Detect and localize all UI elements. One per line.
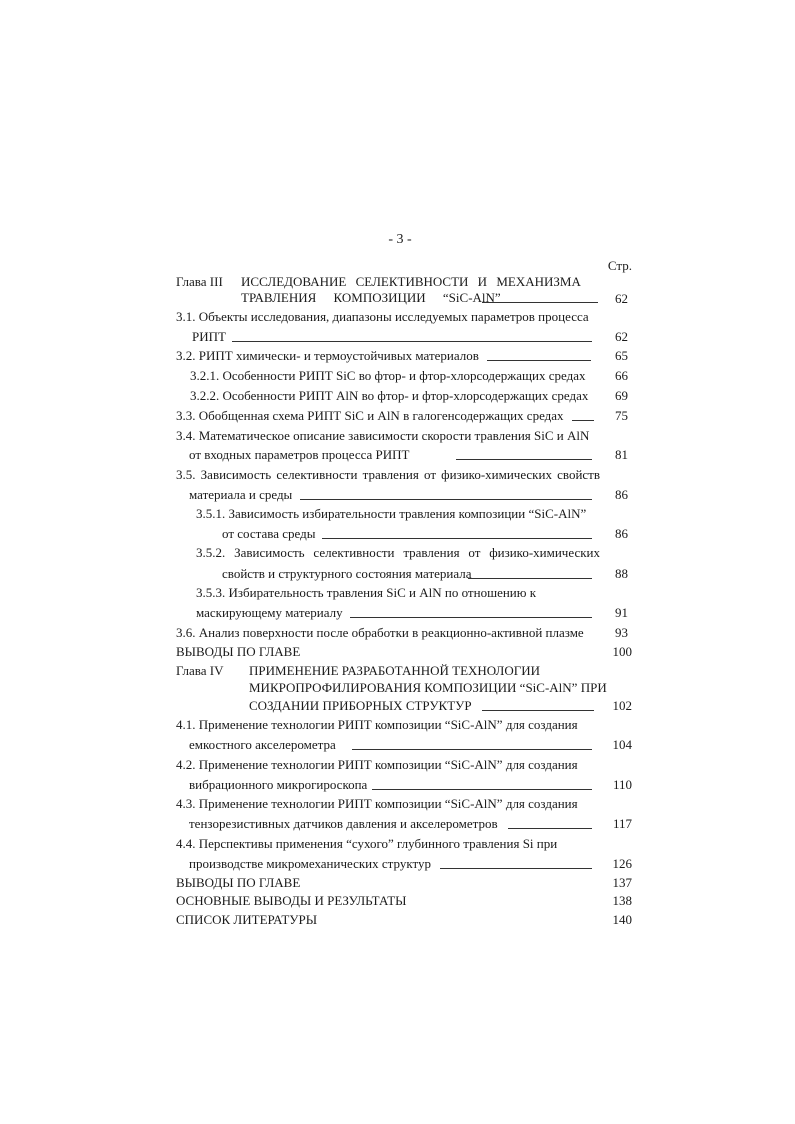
toc-entry-4-2-line2: вибрационного микрогироскопа bbox=[189, 777, 368, 792]
leader-line bbox=[300, 499, 592, 500]
toc-entry-conclusions-ch3-page: 100 bbox=[612, 644, 632, 659]
toc-entry-3-2-2-page: 69 bbox=[615, 388, 628, 403]
toc-entry-conclusions-ch3: ВЫВОДЫ ПО ГЛАВЕ bbox=[176, 644, 301, 659]
leader-line bbox=[456, 459, 592, 460]
leader-line bbox=[508, 828, 592, 829]
toc-entry-4-2-line1: 4.2. Применение технологии РИПТ композиции “SiC-AlN” для создания bbox=[176, 757, 578, 772]
toc-entry-3-5-2-line2: свойств и структурного состояния материала bbox=[222, 566, 472, 581]
toc-entry-3-5-1-line1: 3.5.1. Зависимость избирательности травления композиции “SiC-AlN” bbox=[196, 506, 587, 521]
chapter-4-label: Глава IV bbox=[176, 663, 224, 678]
toc-entry-3-5-2-page: 88 bbox=[615, 566, 628, 581]
chapter-3-title-line1: ИССЛЕДОВАНИЕ СЕЛЕКТИВНОСТИ И МЕХАНИЗМА bbox=[241, 274, 581, 289]
leader-line bbox=[372, 789, 592, 790]
toc-entry-3-1-line2: РИПТ bbox=[192, 329, 226, 344]
toc-entry-4-2-page: 110 bbox=[612, 777, 632, 792]
toc-entry-3-5-line1: 3.5. Зависимость селективности травления от физико-химических свойств bbox=[176, 467, 600, 482]
chapter-3-label: Глава III bbox=[176, 274, 223, 289]
toc-entry-4-1-line1: 4.1. Применение технологии РИПТ композиции “SiC-AlN” для создания bbox=[176, 717, 578, 732]
toc-entry-4-3-page: 117 bbox=[612, 816, 632, 831]
leader-line bbox=[322, 538, 592, 539]
toc-entry-4-3-line2: тензорезистивных датчиков давления и акселерометров bbox=[189, 816, 498, 831]
toc-entry-3-2-2: 3.2.2. Особенности РИПТ AlN во фтор- и фтор-хлорсодержащих средах bbox=[190, 388, 589, 403]
toc-entry-3-3-page: 75 bbox=[615, 408, 628, 423]
toc-entry-4-1-line2: емкостного акселерометра bbox=[189, 737, 336, 752]
toc-entry-conclusions-ch4-page: 137 bbox=[612, 875, 632, 890]
toc-entry-3-2-page: 65 bbox=[615, 348, 628, 363]
toc-entry-3-3: 3.3. Обобщенная схема РИПТ SiC и AlN в галогенсодержащих средах bbox=[176, 408, 564, 423]
chapter-3-page: 62 bbox=[615, 291, 628, 306]
toc-entry-3-5-1-page: 86 bbox=[615, 526, 628, 541]
toc-entry-references: СПИСОК ЛИТЕРАТУРЫ bbox=[176, 912, 318, 927]
toc-entry-references-page: 140 bbox=[612, 912, 632, 927]
toc-entry-3-2-1-page: 66 bbox=[615, 368, 628, 383]
toc-entry-3-5-page: 86 bbox=[615, 487, 628, 502]
leader-line bbox=[440, 868, 592, 869]
toc-entry-3-1-line1: 3.1. Объекты исследования, диапазоны исследуемых параметров процесса bbox=[176, 309, 589, 324]
toc-entry-3-4-page: 81 bbox=[615, 447, 628, 462]
toc-entry-main-conclusions-page: 138 bbox=[612, 893, 632, 908]
toc-entry-3-5-3-line2: маскирующему материалу bbox=[196, 605, 343, 620]
leader-line bbox=[232, 341, 592, 342]
chapter-3-title-line2: ТРАВЛЕНИЯ КОМПОЗИЦИИ “SiC-AlN” bbox=[241, 290, 501, 305]
toc-entry-3-2: 3.2. РИПТ химически- и термоустойчивых материалов bbox=[176, 348, 479, 363]
chapter-4-page: 102 bbox=[612, 698, 632, 713]
toc-entry-4-4-page: 126 bbox=[612, 856, 632, 871]
toc-entry-4-1-page: 104 bbox=[612, 737, 632, 752]
leader-line bbox=[487, 360, 591, 361]
toc-entry-3-5-line2: материала и среды bbox=[189, 487, 293, 502]
leader-line bbox=[482, 710, 594, 711]
toc-entry-4-3-line1: 4.3. Применение технологии РИПТ композиции “SiC-AlN” для создания bbox=[176, 796, 578, 811]
toc-entry-3-2-1: 3.2.1. Особенности РИПТ SiC во фтор- и фтор-хлорсодержащих средах bbox=[190, 368, 586, 383]
chapter-4-title-line3: СОЗДАНИИ ПРИБОРНЫХ СТРУКТУР bbox=[249, 698, 472, 713]
toc-entry-3-5-3-page: 91 bbox=[615, 605, 628, 620]
toc-entry-3-5-2-line1: 3.5.2. Зависимость селективности травления от физико-химических bbox=[196, 545, 600, 560]
leader-line bbox=[468, 578, 592, 579]
toc-entry-3-1-page: 62 bbox=[615, 329, 628, 344]
toc-entry-3-6-page: 93 bbox=[615, 625, 628, 640]
chapter-4-title-line1: ПРИМЕНЕНИЕ РАЗРАБОТАННОЙ ТЕХНОЛОГИИ bbox=[249, 663, 541, 678]
toc-entry-3-6: 3.6. Анализ поверхности после обработки в реакционно-активной плазме bbox=[176, 625, 584, 640]
page-column-header: Стр. bbox=[607, 258, 632, 273]
toc-entry-4-4-line2: производстве микромеханических структур bbox=[189, 856, 431, 871]
toc-entry-4-4-line1: 4.4. Перспективы применения “сухого” глубинного травления Si при bbox=[176, 836, 558, 851]
toc-entry-3-5-1-line2: от состава среды bbox=[222, 526, 316, 541]
leader-line bbox=[350, 617, 592, 618]
leader-line bbox=[352, 749, 592, 750]
toc-entry-3-5-3-line1: 3.5.3. Избирательность травления SiC и AlN по отношению к bbox=[196, 585, 537, 600]
leader-line bbox=[482, 302, 598, 303]
chapter-4-title-line2: МИКРОПРОФИЛИРОВАНИЯ КОМПОЗИЦИИ “SiC-AlN” ПРИ bbox=[249, 680, 607, 695]
toc-entry-main-conclusions: ОСНОВНЫЕ ВЫВОДЫ И РЕЗУЛЬТАТЫ bbox=[176, 893, 407, 908]
page-number: - 3 - bbox=[388, 232, 412, 247]
toc-entry-conclusions-ch4: ВЫВОДЫ ПО ГЛАВЕ bbox=[176, 875, 301, 890]
toc-entry-3-4-line2: от входных параметров процесса РИПТ bbox=[189, 447, 410, 462]
toc-entry-3-4-line1: 3.4. Математическое описание зависимости скорости травления SiC и AlN bbox=[176, 428, 590, 443]
